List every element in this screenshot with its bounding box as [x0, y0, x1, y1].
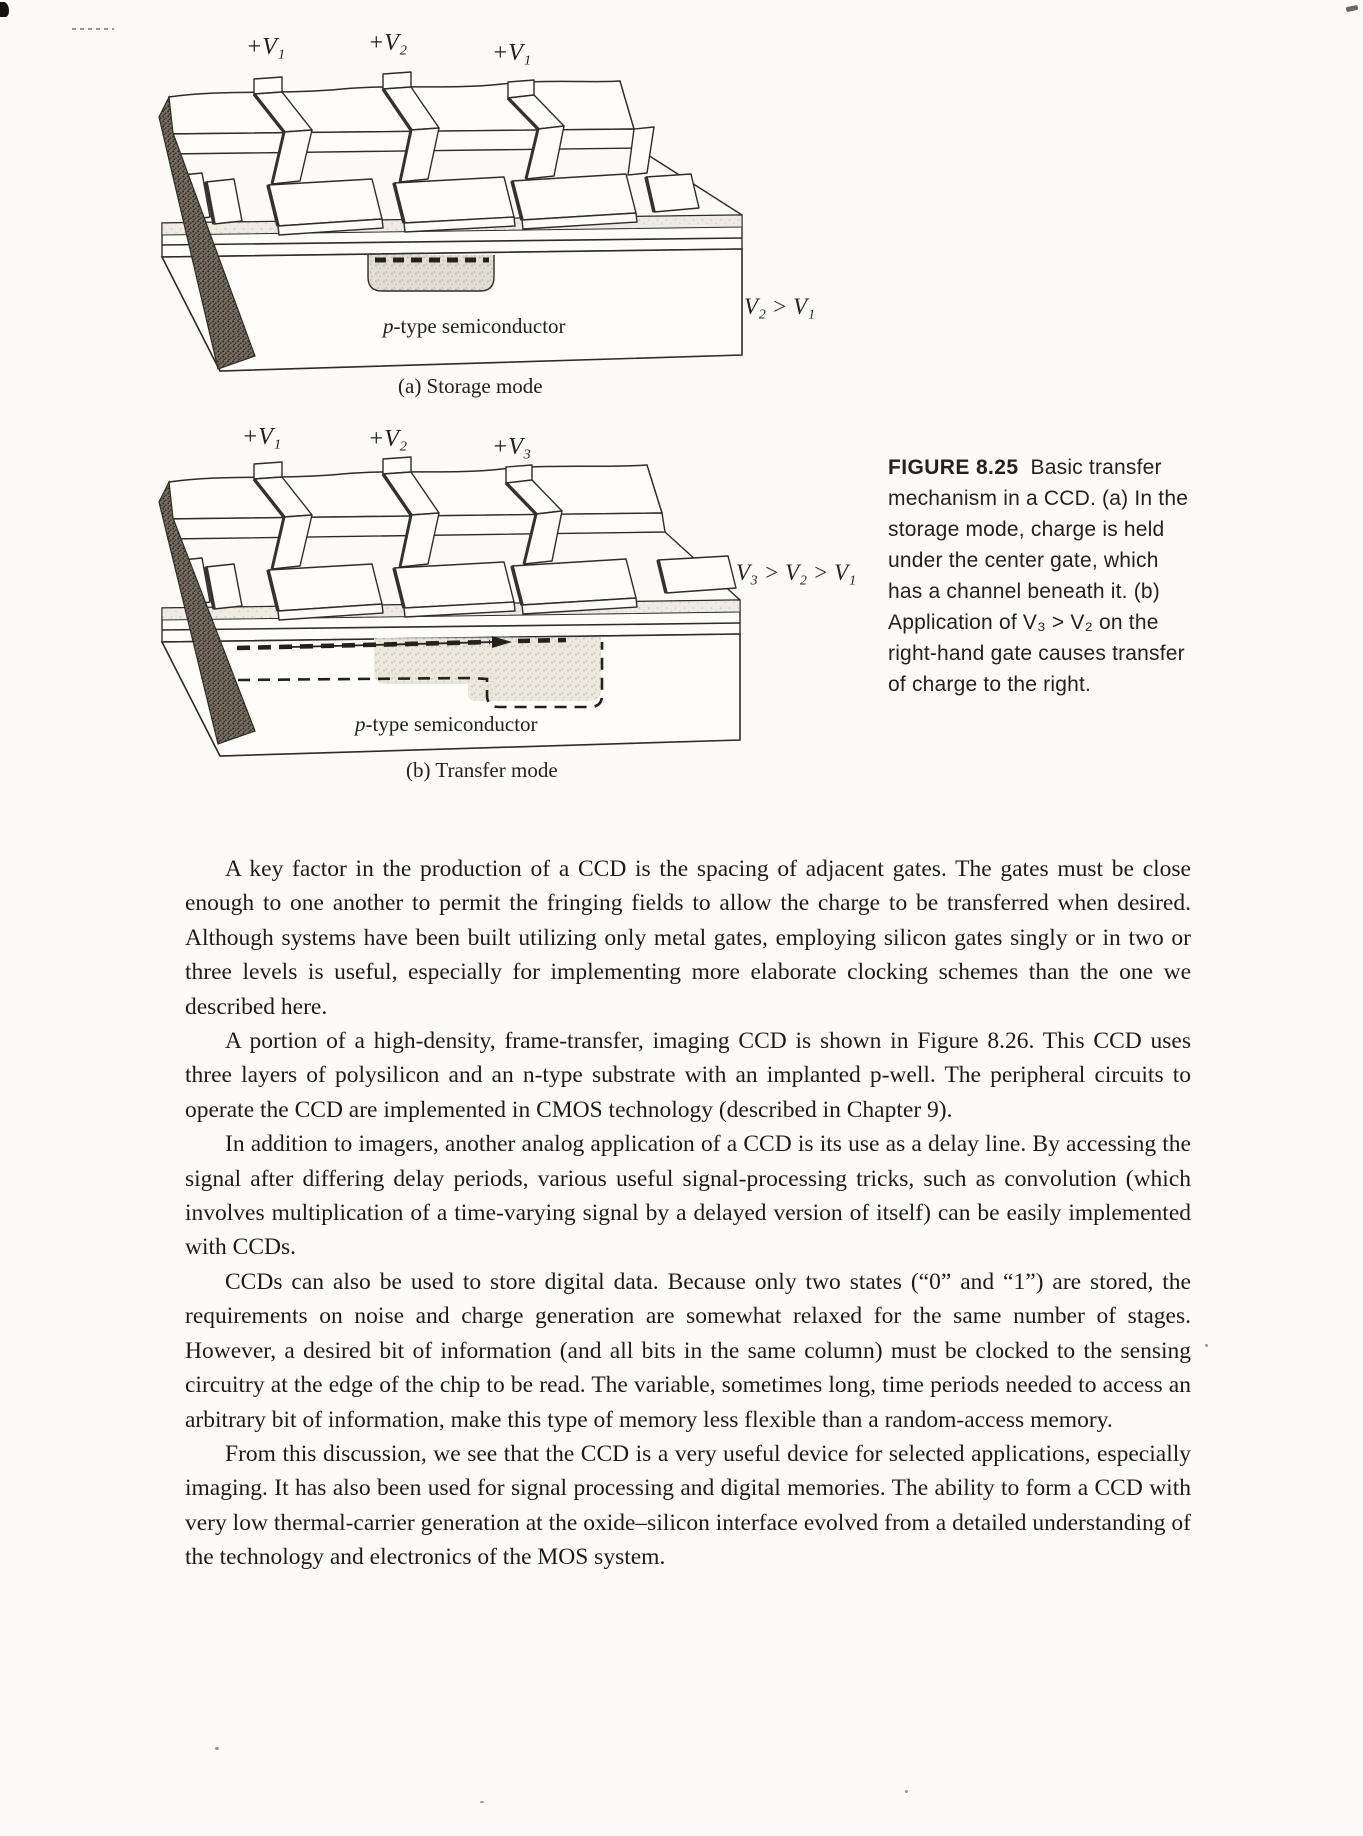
- diagram-a-subcaption: (a) Storage mode: [398, 374, 543, 398]
- figure-number: FIGURE 8.25: [888, 456, 1019, 479]
- paragraph-4: CCDs can also be used to store digital data. Because only two states (“0” and “1”) are stored, the requirements on noise and charge generation are somewhat relaxed for the same number of stages. However, a desired bit of information (and all bits in the same column) must be clocked to the sensing circuitry at the edge of the chip to be read. The variable, sometimes long, time periods needed to access an arbitrary bit of information, make this type of memory less flexible than a random-access memory.: [185, 1268, 1191, 1433]
- paragraph-5: From this discussion, we see that the CCD is a very useful device for selected applications, especially imaging. It has also been used for signal processing and digital memories. The ability to form a CCD with very low thermal-carrier generation at the oxide–silicon interface evolved from a detailed understanding of the technology and electronics of the MOS system.: [185, 1440, 1191, 1571]
- body-text: [185, 852, 1191, 1575]
- figure-caption: [888, 452, 1190, 700]
- paragraph-3: In addition to imagers, another analog application of a CCD is its use as a delay line. By accessing the signal after differing delay periods, various useful signal-processing tricks, such as convolution (which involves multiplication of a time-varying signal by a delayed version of itself) can be easily implemented with CCDs.: [185, 1131, 1191, 1261]
- scan-artifact: [1346, 5, 1359, 12]
- diagram-a-condition: V₂ > V₁: [744, 294, 816, 319]
- diagram-b-gate-label-2: +V₂: [368, 426, 408, 452]
- diagram-b-subcaption: (b) Transfer mode: [406, 758, 558, 782]
- diagram-b-gate-label-3: +V₃: [492, 434, 532, 460]
- storage-well: [368, 255, 494, 291]
- paragraph-1: A key factor in the production of a CCD is the spacing of adjacent gates. The gates must be close enough to one another to permit the fringing fields to allow the charge to be transferred when desired. Although systems have been built utilizing only metal gates, employing silicon gates singly or in two or three levels is useful, especially for implementing more elaborate clocking schemes than the one we described here.: [185, 856, 1191, 1020]
- paragraph-2: A portion of a high-density, frame-transfer, imaging CCD is shown in Figure 8.26. This CCD uses three layers of polysilicon and an n-type substrate with an implanted p-well. The peripheral circuits to operate the CCD are implemented in CMOS technology (described in Chapter 9).: [185, 1028, 1191, 1123]
- diagram-a-substrate-label: p-type semiconductor: [383, 314, 566, 338]
- scan-artifact: [215, 1747, 219, 1750]
- diagram-a-gate-label-3: +V₁: [492, 40, 532, 66]
- diagram-b-gate-label-1: +V₁: [242, 424, 282, 450]
- diagram-b-substrate-label: p-type semiconductor: [355, 712, 538, 736]
- diagram-b-condition: V₃ > V₂ > V₁: [736, 560, 857, 585]
- diagram-a-gate-label-2: +V₂: [368, 30, 408, 56]
- scan-artifact: [480, 1801, 484, 1803]
- scan-artifact: [72, 28, 114, 30]
- figure-caption-text: Basic transfer mechanism in a CCD. (a) In the storage mode, charge is held under the center gate, which has a channel beneath it. (b) Application of V₃ > V₂ on the right-hand gate causes transfer of charge to the right.: [888, 456, 1189, 696]
- scan-artifact: [0, 2, 9, 17]
- diagram-a-gate-label-1: +V₁: [246, 34, 286, 60]
- scan-artifact: [1205, 1344, 1208, 1347]
- scan-artifact: [905, 1790, 908, 1793]
